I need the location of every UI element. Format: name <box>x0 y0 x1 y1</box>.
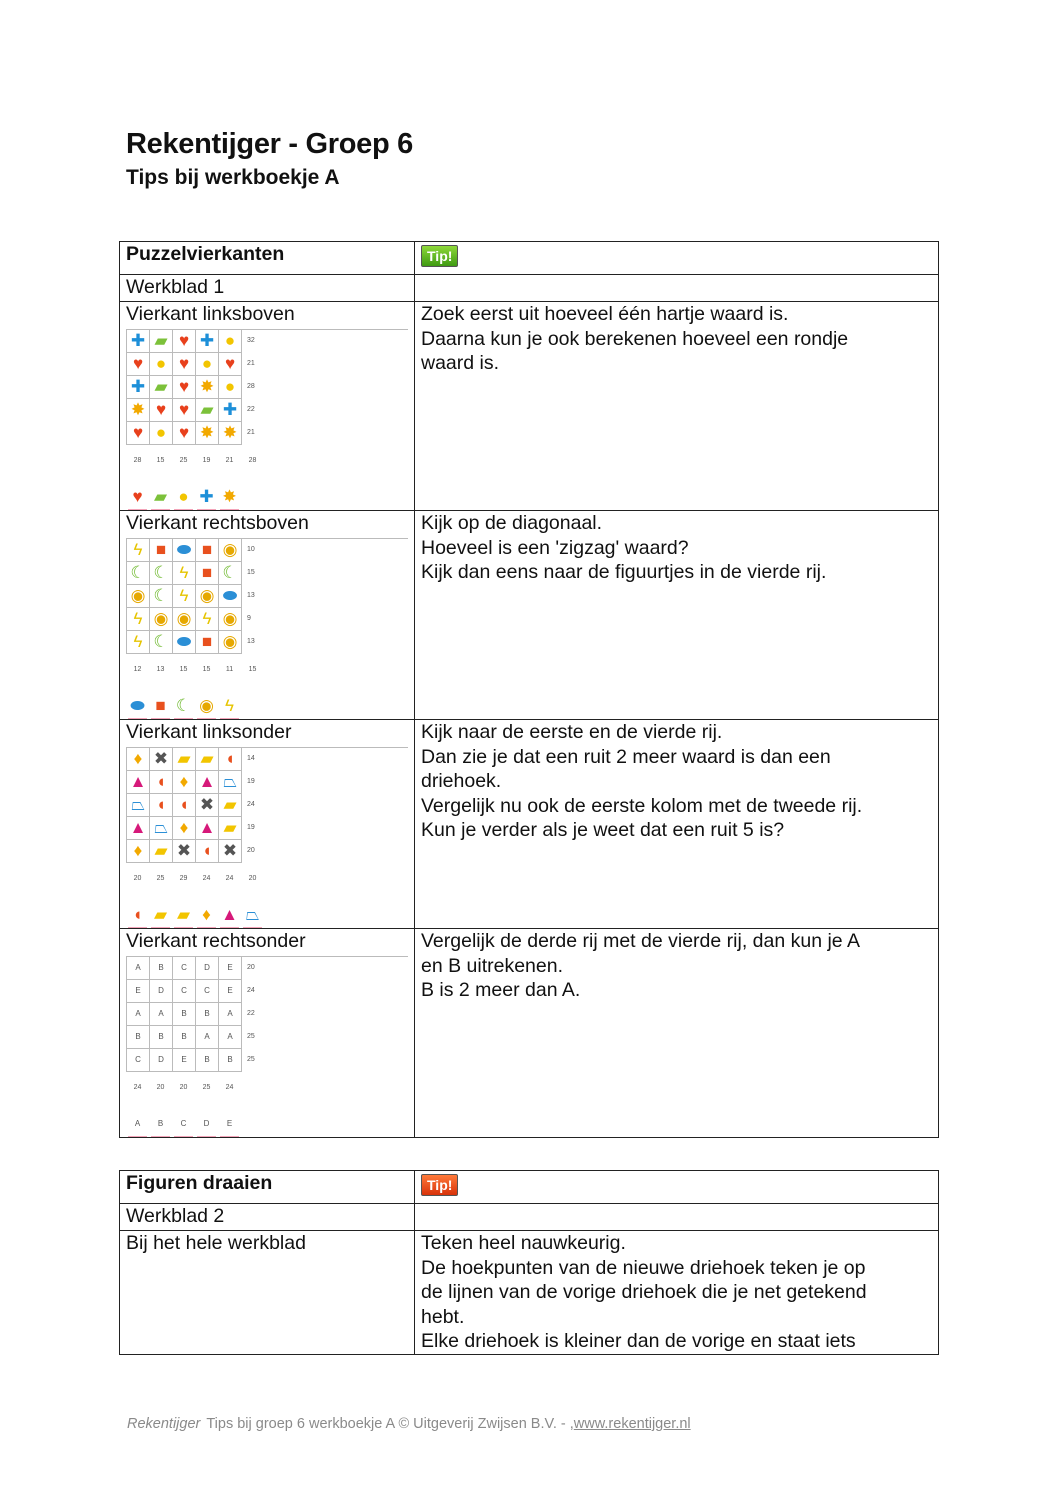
puzzle-cell: ◉ <box>127 585 150 608</box>
puzzle-thumbnail <box>126 747 408 929</box>
puzzle-cell: ◖ <box>173 794 196 817</box>
column-sum: 20 <box>248 874 257 882</box>
puzzle-cell: ϟ <box>127 631 150 654</box>
puzzle-cell: ♥ <box>173 330 196 353</box>
column-sum: 13 <box>156 665 165 673</box>
puzzle-thumbnail <box>126 329 408 511</box>
tip-text <box>415 929 939 1138</box>
puzzle-cell: ☾ <box>150 585 173 608</box>
puzzle-cell: ♥ <box>173 422 196 445</box>
answer-lines <box>126 718 408 719</box>
tip-line: Kijk op de diagonaal. <box>421 512 603 534</box>
answer-line <box>197 718 216 719</box>
puzzle-cell: C <box>173 957 196 980</box>
row-label: Vierkant linksonder <box>126 721 292 743</box>
answer-line <box>128 718 147 719</box>
legend-symbol: ● <box>178 487 189 506</box>
row-sum: 21 <box>247 359 255 367</box>
tip-line: Kun je verder als je weet dat een ruit 5 is? <box>421 819 785 841</box>
puzzle-cell: E <box>219 957 242 980</box>
puzzle-cell: ⬬ <box>173 631 196 654</box>
puzzle-cell: ⏢ <box>127 794 150 817</box>
puzzle-cell: ● <box>219 330 242 353</box>
tip-badge-icon: Tip! <box>421 1174 458 1196</box>
column-sum: 11 <box>225 665 234 673</box>
row-sum: 19 <box>247 777 255 785</box>
puzzle-legend <box>126 696 408 716</box>
column-sum: 12 <box>133 665 142 673</box>
column-sum: 20 <box>133 874 142 882</box>
worksheet-label: Werkblad 1 <box>120 275 415 302</box>
tip-line: Elke driehoek is kleiner dan de vorige en staat iets <box>421 1330 856 1352</box>
puzzle-cell: D <box>196 957 219 980</box>
puzzle-cell: ◉ <box>150 608 173 631</box>
puzzle-cell: ✖ <box>173 840 196 863</box>
tip-line: driehoek. <box>421 770 502 792</box>
puzzle-cell: A <box>196 1026 219 1049</box>
column-sum: 15 <box>179 665 188 673</box>
column-sum: 28 <box>248 456 257 464</box>
legend-symbol: ⬬ <box>130 696 145 715</box>
puzzle-cell: B <box>196 1049 219 1072</box>
row-sum: 25 <box>247 1055 255 1063</box>
column-sum: 25 <box>156 874 165 882</box>
row-sum: 10 <box>247 545 255 553</box>
answer-lines <box>126 1136 408 1137</box>
tip-line: Vergelijk de derde rij met de vierde rij, dan kun je A <box>421 930 860 952</box>
tip-line: B is 2 meer dan A. <box>421 979 581 1001</box>
puzzle-cell: B <box>173 1003 196 1026</box>
puzzle-cell: ▲ <box>196 771 219 794</box>
tip-line: waard is. <box>421 352 500 374</box>
column-sum: 25 <box>202 1083 211 1091</box>
puzzle-grid <box>126 956 408 1072</box>
puzzle-cell: A <box>219 1026 242 1049</box>
column-sum: 29 <box>179 874 188 882</box>
column-sums <box>126 1076 408 1101</box>
puzzle-cell: ▲ <box>127 771 150 794</box>
puzzle-cell: ◉ <box>196 585 219 608</box>
answer-line <box>151 1136 170 1137</box>
answer-line <box>174 718 193 719</box>
puzzle-cell: C <box>196 980 219 1003</box>
puzzle-cell: ◉ <box>219 608 242 631</box>
puzzle-cell: ■ <box>196 562 219 585</box>
puzzle-legend <box>126 905 408 925</box>
page-title: Rekentijger - Groep 6 <box>126 128 413 160</box>
answer-line <box>151 509 170 510</box>
figuren-draaien-table <box>119 1170 939 1355</box>
legend-symbol: ✸ <box>222 487 237 506</box>
column-sum: 24 <box>133 1083 142 1091</box>
tip-line: de lijnen van de vorige driehoek die je net getekend <box>421 1281 867 1303</box>
column-sum: 24 <box>225 874 234 882</box>
column-sum: 15 <box>156 456 165 464</box>
section-title: Figuren draaien <box>120 1171 415 1204</box>
row-sum: 20 <box>247 846 255 854</box>
answer-line <box>151 927 170 928</box>
legend-symbol: ▰ <box>176 905 191 924</box>
answer-line <box>220 718 239 719</box>
puzzle-cell: ◖ <box>219 748 242 771</box>
legend-symbol: ♥ <box>132 487 143 506</box>
table-row <box>120 929 939 1138</box>
tip-line: Vergelijk nu ook de eerste kolom met de tweede rij. <box>421 794 863 817</box>
puzzle-cell: ✖ <box>196 794 219 817</box>
puzzle-cell: ✚ <box>127 376 150 399</box>
puzzle-cell: ♦ <box>173 771 196 794</box>
footer-brand: Rekentijger <box>127 1416 201 1432</box>
table-row <box>120 302 939 511</box>
section-title: Puzzelvierkanten <box>120 242 415 275</box>
row-sum: 24 <box>247 986 255 994</box>
puzzle-cell: ✸ <box>219 422 242 445</box>
puzzle-cell: B <box>150 957 173 980</box>
puzzle-cell: ✚ <box>196 330 219 353</box>
puzzle-cell: ▰ <box>173 748 196 771</box>
puzzle-cell: ● <box>150 422 173 445</box>
puzzle-cell: A <box>127 957 150 980</box>
puzzle-cell: ◖ <box>150 771 173 794</box>
row-sum: 28 <box>247 382 255 390</box>
column-sum: 15 <box>202 665 211 673</box>
puzzle-cell: E <box>173 1049 196 1072</box>
answer-lines <box>126 927 408 928</box>
legend-symbol: B <box>157 1119 164 1128</box>
tip-line: hebt. <box>421 1305 465 1328</box>
puzzle-cell: ▰ <box>150 840 173 863</box>
footer-link[interactable]: www.rekentijger.nl <box>573 1416 691 1432</box>
table-row <box>120 1231 939 1355</box>
legend-symbol: ♦ <box>202 905 211 924</box>
column-sum: 21 <box>225 456 234 464</box>
puzzle-cell: ⏢ <box>219 771 242 794</box>
row-sum: 14 <box>247 754 255 762</box>
answer-line <box>174 927 193 928</box>
row-sum: 9 <box>247 614 251 622</box>
puzzle-cell: ♦ <box>127 748 150 771</box>
puzzle-cell: ▰ <box>219 817 242 840</box>
puzzle-cell: ▰ <box>150 330 173 353</box>
row-label: Vierkant linksboven <box>126 303 295 325</box>
puzzle-cell: ϟ <box>127 608 150 631</box>
legend-symbol: ☾ <box>175 696 192 715</box>
puzzle-thumbnail <box>126 538 408 720</box>
puzzle-cell: E <box>219 980 242 1003</box>
puzzle-cell: ▰ <box>196 748 219 771</box>
puzzle-cell: ■ <box>196 631 219 654</box>
answer-line <box>128 509 147 510</box>
puzzle-cell: ♥ <box>173 353 196 376</box>
puzzle-cell: ϟ <box>196 608 219 631</box>
puzzle-cell: ◖ <box>196 840 219 863</box>
tip-text <box>415 302 939 511</box>
puzzle-grid <box>126 538 408 654</box>
puzzle-thumbnail <box>126 956 408 1138</box>
row-sum: 25 <box>247 1032 255 1040</box>
puzzle-cell: ▲ <box>127 817 150 840</box>
puzzle-cell: B <box>150 1026 173 1049</box>
puzzle-cell: ♥ <box>173 376 196 399</box>
puzzle-cell: E <box>127 980 150 1003</box>
puzzle-cell: ϟ <box>173 585 196 608</box>
tip-text <box>415 1231 939 1355</box>
puzzle-cell: A <box>219 1003 242 1026</box>
tip-line: en B uitrekenen. <box>421 954 564 977</box>
puzzelvierkanten-table <box>119 241 939 1138</box>
puzzle-cell: A <box>127 1003 150 1026</box>
row-sum: 21 <box>247 428 255 436</box>
puzzle-cell: ▰ <box>150 376 173 399</box>
column-sum: 19 <box>202 456 211 464</box>
legend-symbol: C <box>180 1119 187 1128</box>
puzzle-cell: ■ <box>150 539 173 562</box>
tip-line: Zoek eerst uit hoeveel één hartje waard is. <box>421 303 789 325</box>
puzzle-cell: ● <box>196 353 219 376</box>
footer-text: Tips bij groep 6 werkboekje A © Uitgeverij Zwijsen B.V. - , <box>206 1416 574 1432</box>
puzzle-cell: ☾ <box>219 562 242 585</box>
puzzle-cell: B <box>127 1026 150 1049</box>
puzzle-cell: ♥ <box>127 422 150 445</box>
puzzle-cell: ♥ <box>219 353 242 376</box>
puzzle-cell: ◉ <box>173 608 196 631</box>
puzzle-cell: ☾ <box>127 562 150 585</box>
puzzle-cell: ▲ <box>196 817 219 840</box>
column-sum: 28 <box>133 456 142 464</box>
tip-badge-icon: Tip! <box>421 245 458 267</box>
column-sum: 24 <box>202 874 211 882</box>
legend-symbol: ▰ <box>153 905 168 924</box>
legend-symbol: ■ <box>155 696 166 715</box>
puzzle-cell: C <box>127 1049 150 1072</box>
row-label: Vierkant rechtsboven <box>126 512 309 534</box>
tip-text <box>415 511 939 720</box>
puzzle-cell: ✖ <box>150 748 173 771</box>
answer-line <box>174 1136 193 1137</box>
puzzle-cell: ♥ <box>150 399 173 422</box>
legend-symbol: E <box>226 1119 233 1128</box>
row-sum: 22 <box>247 405 255 413</box>
legend-symbol: D <box>203 1119 210 1128</box>
row-sums <box>247 329 261 444</box>
puzzle-cell: D <box>150 1049 173 1072</box>
column-sum <box>241 1076 264 1101</box>
puzzle-grid <box>126 329 408 445</box>
row-sum: 13 <box>247 591 255 599</box>
column-sum: 20 <box>156 1083 165 1091</box>
legend-symbol: A <box>134 1119 141 1128</box>
table-row <box>120 720 939 929</box>
puzzle-cell: ☾ <box>150 562 173 585</box>
puzzle-cell: B <box>196 1003 219 1026</box>
worksheet-label: Werkblad 2 <box>120 1204 415 1231</box>
answer-line <box>243 927 262 928</box>
puzzle-grid <box>126 747 408 863</box>
legend-symbol: ▲ <box>221 905 238 924</box>
legend-symbol: ◖ <box>132 905 143 924</box>
answer-line <box>174 509 193 510</box>
tip-line: Dan zie je dat een ruit 2 meer waard is dan een <box>421 745 831 768</box>
puzzle-cell: ▰ <box>196 399 219 422</box>
puzzle-cell: ✚ <box>127 330 150 353</box>
tip-line: Kijk dan eens naar de figuurtjes in de vierde rij. <box>421 561 827 583</box>
answer-line <box>197 927 216 928</box>
footer <box>127 1416 691 1432</box>
column-sum: 15 <box>248 665 257 673</box>
column-sums <box>126 658 408 683</box>
row-sum: 13 <box>247 637 255 645</box>
puzzle-cell: ✸ <box>196 422 219 445</box>
puzzle-cell: ϟ <box>127 539 150 562</box>
answer-line <box>197 509 216 510</box>
answer-line <box>220 927 239 928</box>
row-sums <box>247 538 261 653</box>
puzzle-cell: ▰ <box>219 794 242 817</box>
puzzle-legend <box>126 487 408 507</box>
puzzle-cell: ✸ <box>127 399 150 422</box>
legend-symbol: ϟ <box>225 696 234 715</box>
row-sums <box>247 747 261 862</box>
legend-symbol: ◉ <box>199 696 214 715</box>
puzzle-cell: ♦ <box>173 817 196 840</box>
puzzle-cell: ♥ <box>173 399 196 422</box>
puzzle-cell: ◖ <box>150 794 173 817</box>
puzzle-cell: B <box>219 1049 242 1072</box>
row-sums <box>247 956 261 1071</box>
page-subtitle: Tips bij werkboekje A <box>126 166 340 189</box>
puzzle-cell: ● <box>150 353 173 376</box>
row-label: Bij het hele werkblad <box>126 1232 306 1254</box>
row-sum: 22 <box>247 1009 255 1017</box>
puzzle-cell: ✖ <box>219 840 242 863</box>
legend-symbol: ⏢ <box>245 905 260 924</box>
legend-symbol: ✚ <box>199 487 214 506</box>
table-row <box>120 511 939 720</box>
column-sum: 25 <box>179 456 188 464</box>
puzzle-cell: ◉ <box>219 631 242 654</box>
tip-line: Hoeveel is een 'zigzag' waard? <box>421 536 689 559</box>
row-sum: 19 <box>247 823 255 831</box>
column-sum: 20 <box>179 1083 188 1091</box>
puzzle-cell: ♥ <box>127 353 150 376</box>
row-sum: 24 <box>247 800 255 808</box>
tip-line: De hoekpunten van de nieuwe driehoek teken je op <box>421 1256 866 1279</box>
puzzle-cell: ■ <box>196 539 219 562</box>
answer-line <box>220 509 239 510</box>
puzzle-cell: ✸ <box>196 376 219 399</box>
tip-line: Teken heel nauwkeurig. <box>421 1232 626 1254</box>
puzzle-cell: ⏢ <box>150 817 173 840</box>
row-label: Vierkant rechtsonder <box>126 930 306 952</box>
answer-line <box>197 1136 216 1137</box>
row-sum: 15 <box>247 568 255 576</box>
row-sum: 32 <box>247 336 255 344</box>
puzzle-cell: ☾ <box>150 631 173 654</box>
answer-line <box>220 1136 239 1137</box>
column-sum: 24 <box>225 1083 234 1091</box>
tip-line: Kijk naar de eerste en de vierde rij. <box>421 721 723 743</box>
puzzle-cell: ♦ <box>127 840 150 863</box>
puzzle-cell: ✚ <box>219 399 242 422</box>
answer-lines <box>126 509 408 510</box>
puzzle-cell: A <box>150 1003 173 1026</box>
answer-line <box>128 927 147 928</box>
puzzle-cell: ⬬ <box>173 539 196 562</box>
column-sums <box>126 867 408 892</box>
puzzle-cell: ⬬ <box>219 585 242 608</box>
tip-text <box>415 720 939 929</box>
answer-line <box>151 718 170 719</box>
column-sums <box>126 449 408 474</box>
answer-line <box>128 1136 147 1137</box>
puzzle-cell: ◉ <box>219 539 242 562</box>
legend-symbol: ▰ <box>153 487 168 506</box>
puzzle-cell: C <box>173 980 196 1003</box>
tip-line: Daarna kun je ook berekenen hoeveel een rondje <box>421 327 849 350</box>
puzzle-cell: ϟ <box>173 562 196 585</box>
puzzle-cell: ● <box>219 376 242 399</box>
puzzle-cell: B <box>173 1026 196 1049</box>
puzzle-legend <box>126 1114 408 1134</box>
puzzle-cell: D <box>150 980 173 1003</box>
row-sum: 20 <box>247 963 255 971</box>
